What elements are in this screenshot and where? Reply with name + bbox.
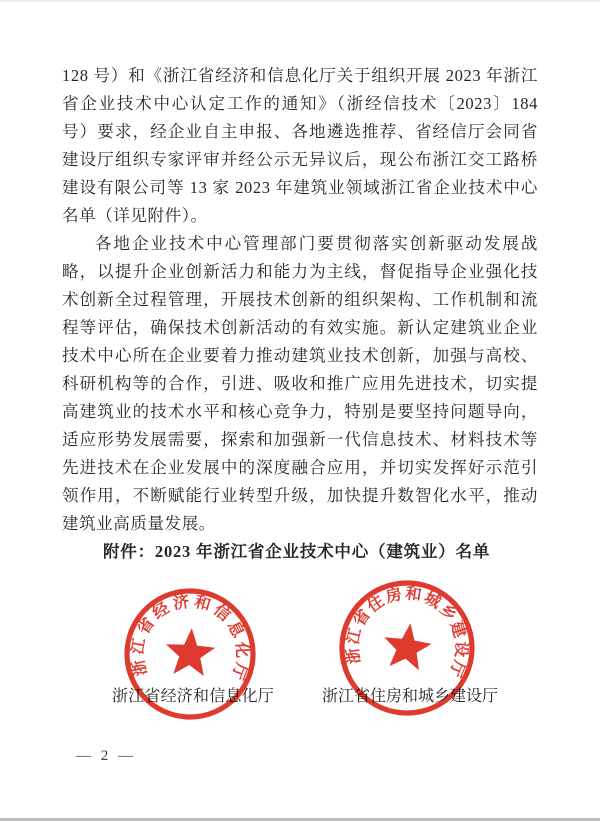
document-body — [62, 62, 538, 566]
signature-housing-construction-dept: 浙江省住房和城乡建设厅 — [322, 688, 499, 705]
body-paragraph-1: 128 号）和《浙江省经济和信息化厅关于组织开展 2023 年浙江省企业技术中心认定工作的通知》（浙经信技术〔2023〕184 号）要求，经企业自主申报、各地遴选推荐、省经信厅会同省建设厅组织专家评审并经公示无异议后，现公布浙江交工路桥建设有限公司等 13 家 2023 年建筑业领域浙江省企业技术中心名单（详见附件）。 — [62, 66, 538, 225]
official-seal-economy-information-dept — [117, 581, 262, 726]
signature-economy-information-dept: 浙江省经济和信息化厅 — [112, 688, 275, 705]
page-number: — 2 — — [76, 748, 136, 764]
seal-arc-text: 浙江省住房和城乡建设厅 — [344, 585, 470, 681]
star-icon — [164, 626, 217, 676]
scan-edge-bottom — [0, 818, 600, 821]
body-paragraph-2: 各地企业技术中心管理部门要贯彻落实创新驱动发展战略，以提升企业创新活力和能力为主线，督促指导企业强化技术创新全过程管理，开展技术创新的组织架构、工作机制和流程等评估，确保技术创新活动的有效实施。新认定建筑业企业技术中心所在企业要着力推动建筑业技术创新，加强与高校、科研机构等的合作，引进、吸收和推广应用先进技术，切实提高建筑业的技术水平和核心竞争力，特别是要坚持问题导向，适应形势发展需要，探索和加强新一代信息技术、材料技术等先进技术在企业发展中的深度融合应用，并切实发挥好示范引领作用，不断赋能行业转型升级，加快提升数智化水平，推动建筑业高质量发展。 — [62, 234, 538, 533]
seal-arc-text: 浙江省经济和信息化厅 — [129, 593, 251, 685]
attachment-line: 附件：2023 年浙江省企业技术中心（建筑业）名单 — [103, 542, 491, 561]
star-icon — [380, 620, 434, 672]
scan-edge-top — [0, 0, 600, 2]
official-seal-housing-construction-dept — [330, 571, 484, 725]
